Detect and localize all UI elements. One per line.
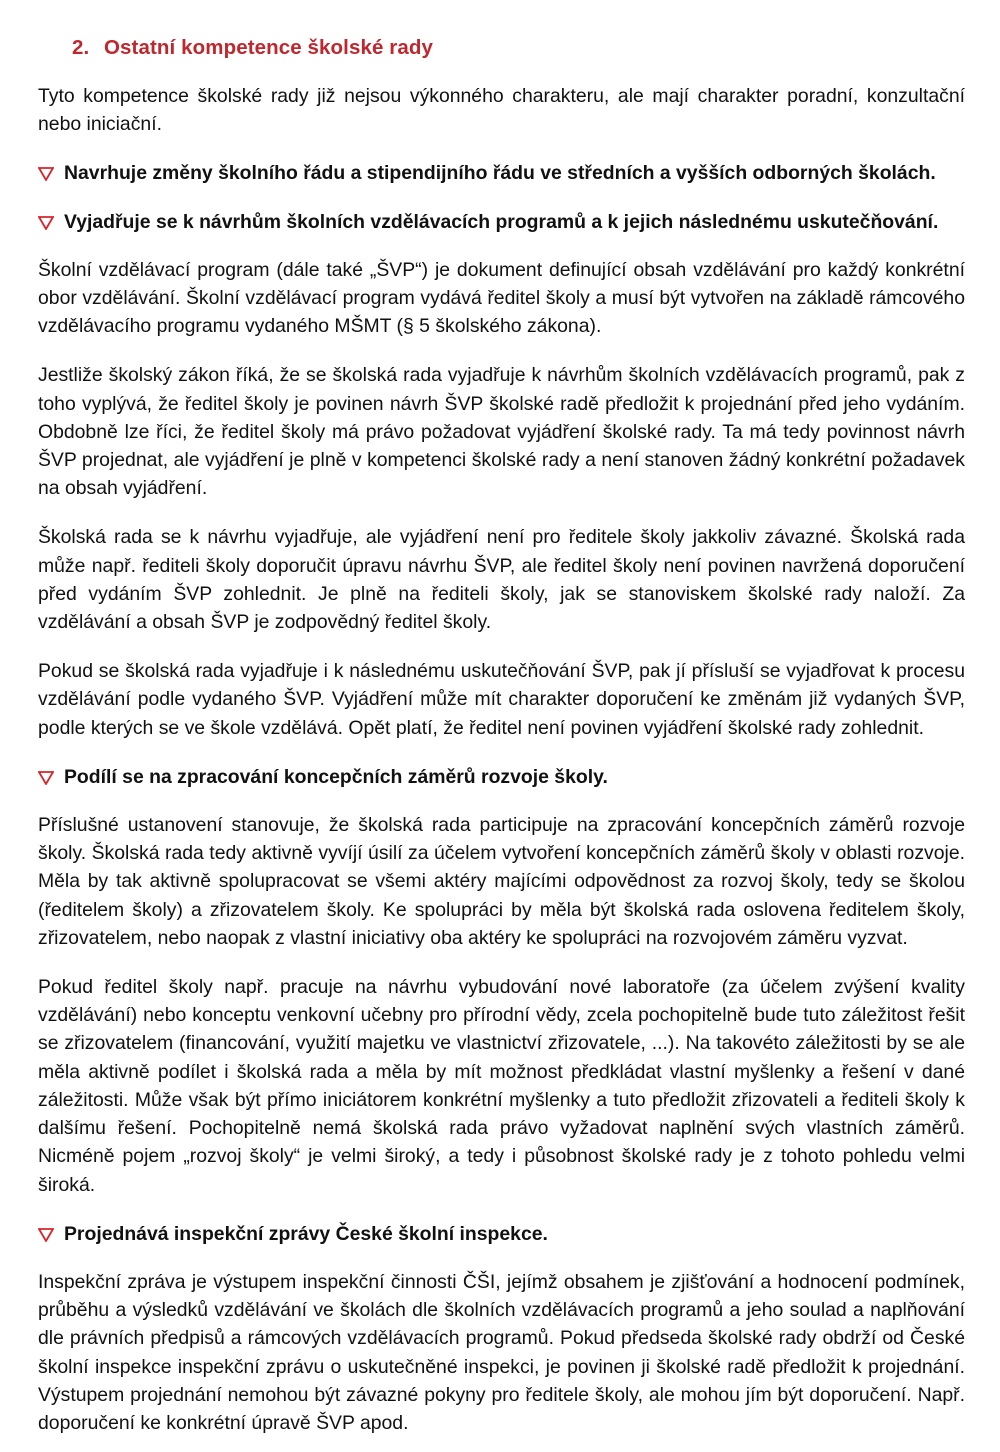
section-title: Ostatní kompetence školské rady: [104, 36, 433, 59]
down-triangle-icon: [38, 208, 55, 236]
paragraph-svp-zavaznost: Školská rada se k návrhu vyjadřuje, ale vyjádření není pro ředitele školy jakkoliv závazné. Školská rada může např. řediteli školy doporučit úpravu návrhu ŠVP, ale ředitel školy není povinen navržená doporučení před vydáním ŠVP zohlednit. Je plně na řediteli školy, jak se stanoviskem školské rady naloží. Za vzdělávání a obsah ŠVP je zodpovědný ředitel školy.: [38, 526, 965, 634]
intro-paragraph: Tyto kompetence školské rady již nejsou výkonného charakteru, ale mají charakter poradní, konzultační nebo iniciační.: [38, 85, 965, 136]
down-triangle-icon: [38, 159, 55, 187]
paragraph-koncepcni-zamery: Příslušné ustanovení stanovuje, že školská rada participuje na zpracování koncepčních záměrů rozvoje školy. Školská rada tedy aktivně vyvíjí úsilí za účelem vytvoření koncepčních záměrů školy v oblasti rozvoje. Měla by tak aktivně spolupracovat se všemi aktéry majícími odpovědnost za rozvoj školy, tedy se školou (ředitelem školy) a zřizovatelem školy. Ke spolupráci by měla být školská rada oslovena ředitelem školy, zřizovatelem, nebo naopak z vlastní iniciativy oba aktéry ke spolupráci na rozvojovém záměru vyzvat.: [38, 814, 965, 949]
bullet-heading-navrhuje-zmeny: [38, 159, 965, 187]
bullet-heading-label: Navrhuje změny školního řádu a stipendijního řádu ve středních a vyšších odborných školách.: [64, 162, 936, 185]
paragraph-inspekcni-zprava: Inspekční zpráva je výstupem inspekční činnosti ČŠI, jejímž obsahem je zjišťování a hodnocení podmínek, průběhu a výsledků vzdělávání ve školách dle školních vzdělávacích programů a jeho soulad a naplňování dle právních předpisů a rámcových vzdělávacích programů. Pokud předseda školské rady obdrží od České školní inspekce inspekční zprávu o uskutečněné inspekci, je povinen ji školské radě předložit k projednání. Výstupem projednání nemohou být závazné pokyny pro ředitele školy, ale mohou jím být doporučení. Např. doporučení ke konkrétní úpravě ŠVP apod.: [38, 1270, 965, 1434]
bullet-heading-label: Vyjadřuje se k návrhům školních vzdělávacích programů a k jejich následnému uskutečňování.: [64, 210, 939, 233]
paragraph-svp-definice: Školní vzdělávací program (dále také „ŠVP“) je dokument definující obsah vzdělávání pro každý konkrétní obor vzdělávání. Školní vzdělávací program vydává ředitel školy a musí být vytvořen na základě rámcového vzdělávacího programu vydaného MŠMT (§ 5 školského zákona).: [38, 258, 965, 338]
down-triangle-icon: [38, 1220, 55, 1248]
paragraph-svp-uskutecnovani: Pokud se školská rada vyjadřuje i k následnému uskutečňování ŠVP, pak jí přísluší se vyjadřovat k procesu vzdělávání podle vydaného ŠVP. Vyjádření může mít charakter doporučení ke změnám již vydaných ŠVP, podle kterých se ve škole vzdělává. Opět platí, že ředitel není povinen vyjádření školské rady zohlednit.: [38, 660, 965, 739]
paragraph-svp-projednani: Jestliže školský zákon říká, že se školská rada vyjadřuje k návrhům školních vzdělávacích programů, pak z toho vyplývá, že ředitel školy je povinen návrh ŠVP školské radě předložit k projednání před jeho vydáním. Obdobně lze říci, že ředitel školy má právo požadovat vyjádření školské rady. Ta má tedy povinnost návrh ŠVP projednat, ale vyjádření je plně v kompetenci školské rady a není stanoven žádný konkrétní požadavek na obsah vyjádření.: [38, 364, 965, 500]
bullet-heading-label: Projednává inspekční zprávy České školní inspekce.: [64, 1222, 548, 1245]
bullet-heading-label: Podílí se na zpracování koncepčních záměrů rozvoje školy.: [64, 765, 608, 788]
section-heading: [38, 36, 965, 60]
bullet-heading-projednava-inspekcni-zpravy: [38, 1220, 965, 1248]
paragraph-priklad-laborator: Pokud ředitel školy např. pracuje na návrhu vybudování nové laboratoře (za účelem zvýšení kvality vzdělávání) nebo konceptu venkovní učebny pro přírodní vědy, zcela pochopitelně bude tuto záležitost řešit se zřizovatelem (financování, využití majetku ve vlastnictví zřizovatele, ...). Na takovéto záležitosti by se ale měla aktivně podílet i školská rada a měla by mít možnost předkládat vlastní myšlenky a řešení v dané záležitosti. Může však být přímo iniciátorem konkrétní myšlenky a tuto předložit zřizovateli a řediteli školy k dalšímu řešení. Pochopitelně nemá školská rada právo vyžadovat naplnění svých vlastních záměrů. Nicméně pojem „rozvoj školy“ je velmi široký, a tedy i působnost školské rady je z tohoto pohledu velmi široká.: [38, 976, 965, 1196]
bullet-heading-vyjadruje-se: [38, 208, 965, 236]
section-number: 2.: [72, 36, 90, 59]
bullet-heading-podili-se: [38, 763, 965, 791]
down-triangle-icon: [38, 763, 55, 791]
